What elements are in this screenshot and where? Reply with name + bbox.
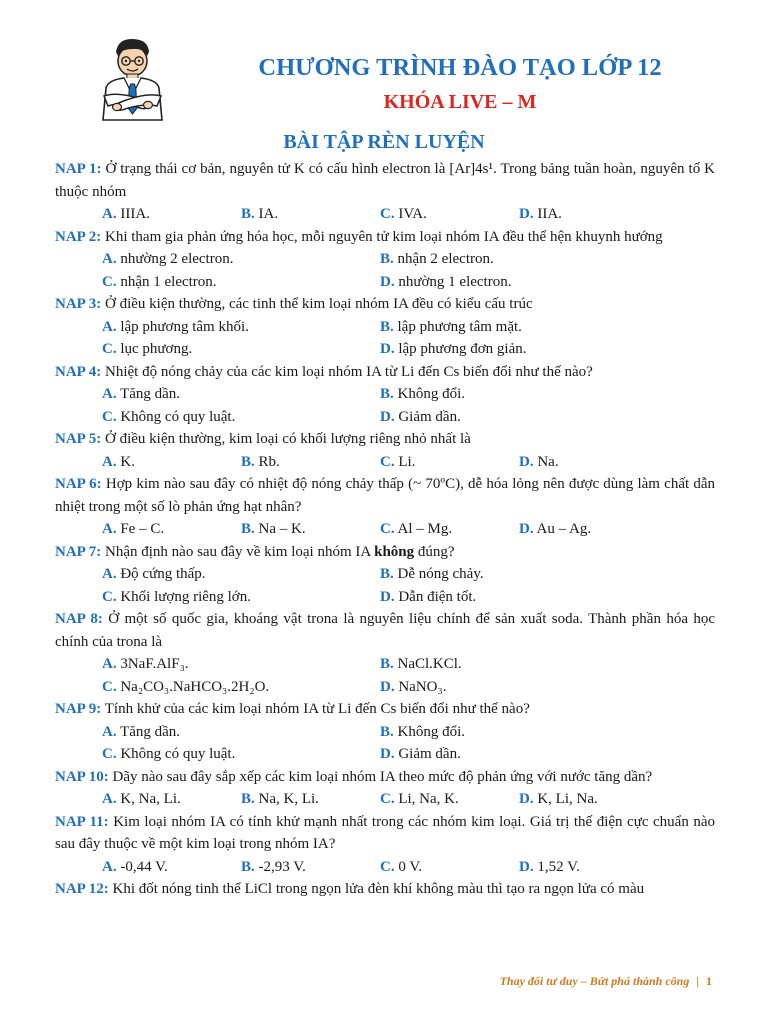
question-2 [55, 226, 715, 249]
question-6 [55, 473, 715, 518]
option-c: C. 0 V. [380, 858, 422, 875]
options-9 [55, 721, 715, 766]
question-text: Nhận định nào sau đây về kim loại nhóm IA [105, 543, 375, 560]
option-b: B. -2,93 V. [241, 858, 306, 875]
option-a: A. 3NaF.AlF₃. [102, 656, 189, 672]
question-label: NAP 7: [55, 543, 102, 560]
section-title: BÀI TẬP RÈN LUYỆN [283, 131, 485, 153]
option-d: D. Giảm dần. [380, 408, 461, 425]
option-c: C. nhận 1 electron. [102, 273, 217, 290]
question-label: NAP 8: [55, 611, 103, 627]
question-8 [55, 608, 715, 653]
option-c: C. Không có quy luật. [102, 746, 236, 762]
options-8 [55, 653, 715, 698]
question-text: Kim loại nhóm IA có tính khử mạnh nhất trong các nhóm kim loại. Giá trị thế điện cực chuẩn nào sau đây thuộc về một kim loại trong nhóm IA? [55, 813, 715, 852]
question-text: Hợp kim nào sau đây có nhiệt độ nóng chảy thấp (~ 70ºC), dễ hóa lỏng nên được dùng làm chất dẫn nhiệt trong một số lò phản ứng hạt nhân? [55, 476, 715, 515]
options-3 [55, 316, 715, 361]
option-b: B. Na – K. [241, 521, 306, 537]
page-number: 1 [706, 974, 712, 988]
option-b: B. Không đổi. [380, 723, 466, 740]
question-11 [55, 811, 715, 856]
page-footer [500, 974, 712, 989]
question-5 [55, 428, 715, 451]
question-label: NAP 5: [55, 431, 102, 447]
option-b: B. Na, K, Li. [241, 791, 319, 807]
option-a: A. K, Na, Li. [102, 791, 181, 807]
question-label: NAP 3: [55, 296, 102, 312]
option-d: D. Au – Ag. [519, 521, 592, 537]
option-d: D. K, Li, Na. [519, 791, 598, 807]
question-label: NAP 2: [55, 228, 102, 245]
option-c: C. Không có quy luật. [102, 408, 236, 425]
option-d: D. Giảm dần. [380, 746, 461, 762]
question-text: Khi đốt nóng tinh thể LiCl trong ngọn lửa đèn khí không màu thì tạo ra ngọn lửa có màu [112, 881, 645, 897]
options-1 [55, 203, 715, 226]
option-c: C. Li, Na, K. [380, 791, 459, 807]
question-text: Dãy nào sau đây sắp xếp các kim loại nhóm IA theo mức độ phản ứng với nước tăng dần? [112, 768, 653, 785]
footer-separator: | [696, 974, 699, 988]
option-a: A. lập phương tâm khối. [102, 318, 249, 335]
option-b: B. NaCl.KCl. [380, 656, 462, 672]
options-10 [55, 788, 715, 811]
option-b: B. Rb. [241, 453, 280, 470]
course-subtitle: KHÓA LIVE – M [383, 91, 537, 113]
option-d: D. Na. [519, 453, 559, 470]
teacher-mascot-icon [96, 36, 166, 122]
question-label: NAP 9: [55, 701, 102, 717]
option-c: C. Li. [380, 453, 416, 470]
option-c: C. lục phương. [102, 341, 193, 357]
option-c: C. Na₂CO₃.NaHCO₃.2H₂O. [102, 678, 270, 695]
option-d: D. IIA. [519, 206, 562, 222]
question-text-end: đúng? [414, 543, 455, 560]
option-b: B. IA. [241, 206, 279, 222]
question-text: Ở một số quốc gia, khoáng vật trona là nguyên liệu chính để sản xuất soda. Thành phần hóa học chính của trona là [55, 611, 716, 650]
question-label: NAP 11: [55, 813, 109, 830]
program-title: CHƯƠNG TRÌNH ĐÀO TẠO LỚP 12 [258, 54, 662, 81]
question-label: NAP 12: [55, 881, 109, 897]
options-2 [55, 248, 715, 293]
page-header [0, 0, 768, 120]
option-b: B. Không đổi. [380, 386, 466, 402]
option-a: A. IIIA. [102, 206, 150, 222]
question-text: Ở trạng thái cơ bản, nguyên tử K có cấu hình electron là [Ar]4s¹. Trong bảng tuần hoàn, nguyên tố K thuộc nhóm [55, 161, 716, 200]
option-a: A. Tăng dần. [102, 386, 181, 402]
options-7 [55, 563, 715, 608]
question-1 [55, 158, 715, 203]
question-4 [55, 361, 715, 384]
options-5 [55, 451, 715, 474]
options-11 [55, 856, 715, 879]
option-a: A. -0,44 V. [102, 858, 168, 875]
emphasis-not: không [374, 543, 415, 560]
question-9 [55, 698, 715, 721]
question-text: Tính khử của các kim loại nhóm IA từ Li đến Cs biến đổi như thế nào? [104, 701, 530, 717]
option-d: D. 1,52 V. [519, 858, 580, 875]
option-d: D. NaNO₃. [380, 678, 447, 695]
footer-slogan: Thay đổi tư duy – Bứt phá thành công [499, 974, 690, 988]
question-text: Nhiệt độ nóng chảy của các kim loại nhóm IA từ Li đến Cs biến đổi như thế nào? [105, 363, 593, 380]
question-12 [55, 878, 715, 901]
question-label: NAP 4: [55, 363, 102, 380]
option-c: C. Al – Mg. [380, 521, 453, 537]
option-a: A. nhường 2 electron. [102, 251, 234, 267]
question-text: Ở điều kiện thường, kim loại có khối lượng riêng nhỏ nhất là [105, 431, 471, 447]
option-c: C. Khối lượng riêng lớn. [102, 588, 251, 605]
question-10 [55, 766, 715, 789]
option-a: A. Độ cứng thấp. [102, 566, 206, 582]
question-list [55, 158, 715, 901]
question-text: Khi tham gia phản ứng hóa học, mỗi nguyên tử kim loại nhóm IA đều thể hện khuynh hướng [105, 228, 663, 245]
option-b: B. nhận 2 electron. [380, 251, 494, 267]
question-text: Ở điều kiện thường, các tinh thể kim loại nhóm IA đều có kiểu cấu trúc [105, 296, 533, 312]
question-label: NAP 10: [55, 768, 109, 785]
option-d: D. lập phương đơn giản. [380, 341, 527, 357]
question-label: NAP 6: [55, 476, 102, 492]
question-7 [55, 541, 715, 564]
option-b: B. lập phương tâm mặt. [380, 318, 522, 335]
question-label: NAP 1: [55, 161, 102, 177]
option-d: D. nhường 1 electron. [380, 273, 512, 290]
options-4 [55, 383, 715, 428]
options-6 [55, 518, 715, 541]
option-a: A. Tăng dần. [102, 723, 181, 740]
option-c: C. IVA. [380, 206, 427, 222]
option-d: D. Dẫn điện tốt. [380, 588, 477, 605]
option-b: B. Dễ nóng chảy. [380, 566, 484, 582]
option-a: A. Fe – C. [102, 521, 165, 537]
question-3 [55, 293, 715, 316]
option-a: A. K. [102, 453, 135, 470]
